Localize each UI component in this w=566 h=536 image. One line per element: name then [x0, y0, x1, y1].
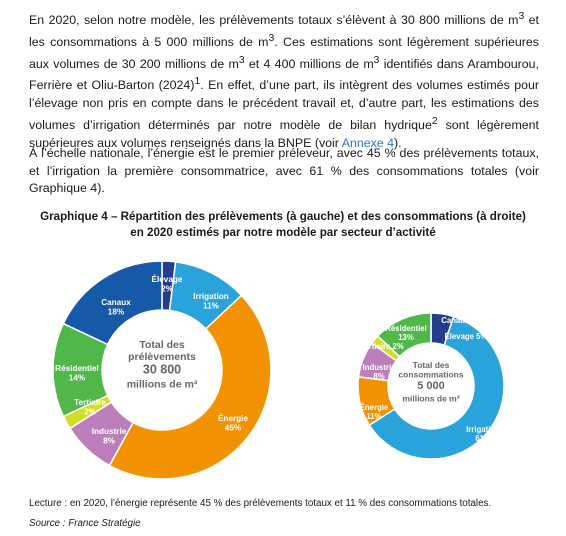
center-label-line-1: Total des — [412, 360, 450, 370]
source-note: Source : France Stratégie — [29, 518, 141, 529]
center-label-line-3: 5 000 — [417, 380, 445, 393]
text-run: identifiés dans Arambourou, Ferrière et Oliu-Barton (2024) — [29, 56, 540, 93]
slice-label-irrigation: Irrigation 11% — [193, 292, 229, 311]
slice-label-energie: Énergie 11% — [359, 403, 389, 421]
footnote-ref[interactable]: 2 — [431, 116, 438, 128]
slice-label-tertiaire: Tertiaire 2% — [360, 342, 404, 351]
slice-label-canaux: Canaux 0% — [441, 316, 483, 325]
text-run: . Ces estimations sont légèrement supérieures aux volumes de 30 200 millions de m — [29, 34, 540, 71]
superscript: 3 — [373, 54, 380, 66]
superscript: 3 — [268, 32, 275, 44]
slice-label-residentiel: Résidentiel 13% — [385, 324, 427, 342]
slice-label-canaux: Canaux 18% — [101, 298, 131, 317]
slice-label-tertiaire: Tertiaire 2% — [74, 398, 106, 417]
slice-label-elevage: Élevage 5% — [444, 332, 488, 341]
lecture-note: Lecture : en 2020, l’énergie représente 45 % des prélèvements totaux et 11 % des consommations totales. — [29, 498, 492, 509]
donut-charts — [0, 245, 566, 490]
paragraph-1 — [29, 8, 539, 153]
slice-label-irrigation: Irrigation 61% — [466, 425, 500, 443]
center-label-line-4: millions de m³ — [402, 393, 460, 404]
text-run: En 2020, selon notre modèle, les prélèvements totaux s’élèvent à 30 800 millions de m — [29, 13, 519, 28]
figure-title-line-1: Graphique 4 – Répartition des prélèvements (à gauche) et des consommations (à droite) — [40, 210, 526, 223]
annex-link[interactable]: Annexe 4 — [341, 135, 395, 150]
text-run: et les consommations à 5 000 millions de m — [29, 13, 539, 49]
center-label-line-4: millions de m³ — [126, 378, 198, 391]
slice-label-residentiel: Résidentiel 14% — [55, 364, 99, 383]
slice-label-industrie: Industrie 8% — [362, 363, 396, 381]
paragraph-2: À l’échelle nationale, l’énergie est le premier préleveur, avec 45 % des prélèvements totaux, et l’irrigation la première consommatrice, avec 61 % des consommations totales (voir Graphique 4). — [29, 146, 539, 196]
slice-label-elevage: Élevage 2% — [151, 275, 183, 294]
superscript: 3 — [518, 11, 525, 22]
donut-chart-1 — [53, 261, 271, 479]
text-run: et 4 400 millions de m — [244, 56, 374, 71]
center-label-line-1: Total des — [139, 339, 185, 351]
center-label-line-3: 30 800 — [142, 362, 182, 377]
center-label-line-2: consommations — [398, 369, 464, 380]
donut-chart-2 — [358, 313, 504, 459]
footnote-ref[interactable]: 1 — [194, 76, 201, 88]
slice-label-energie: Énergie 45% — [217, 414, 249, 433]
text-run: sont légèrement supérieures aux volumes renseignés dans la BNPE (voir — [29, 118, 539, 150]
text-run: . En effet, d’une part, ils intègrent des volumes estimés pour l’élevage non pris en compte dans le précédent travail et, d’autre part, les estimations des volumes d’irrigation déterminés par notre modèle de bilan hydrique — [29, 78, 539, 133]
figure-title — [0, 209, 566, 241]
slice-label-industrie: Industrie 8% — [91, 427, 127, 446]
text-run: ). — [394, 135, 402, 150]
figure-title-line-2: en 2020 estimés par notre modèle par secteur d’activité — [130, 226, 436, 239]
superscript: 3 — [238, 54, 245, 66]
center-label-line-2: prélèvements — [128, 350, 196, 363]
